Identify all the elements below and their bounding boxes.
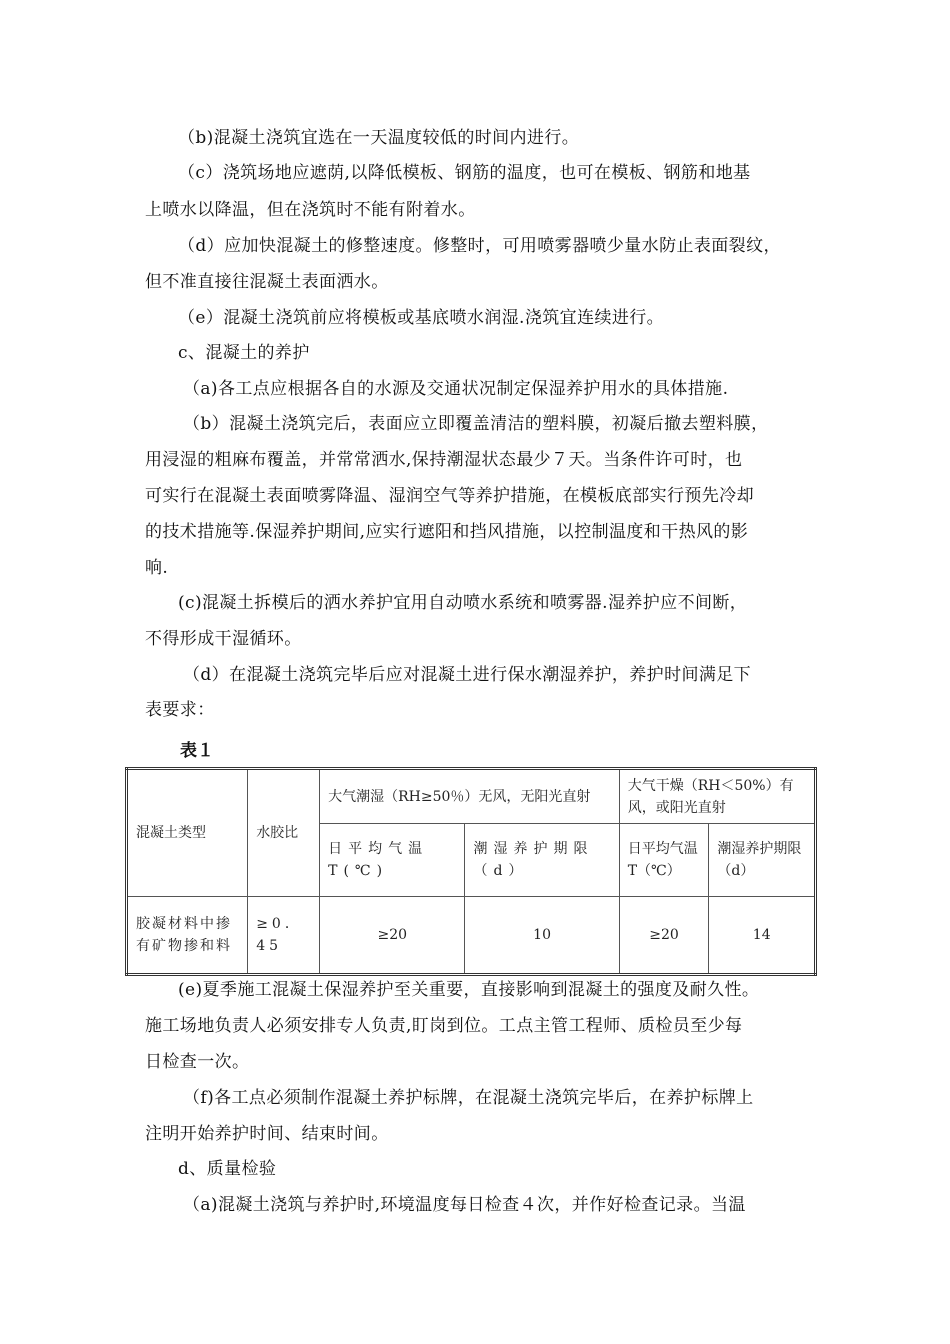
- header-period-dry: 潮湿养护期限（d）: [709, 824, 816, 897]
- text-line: 但不准直接往混凝土表面洒水。: [145, 272, 389, 292]
- cell-period-dry: 14: [709, 897, 816, 975]
- text-line: （f)各工点必须制作混凝土养护标牌，在混凝土浇筑完毕后，在养护标牌上: [183, 1088, 754, 1108]
- text-line: 日检查一次。: [145, 1052, 250, 1072]
- text-line: 响.: [145, 558, 169, 578]
- text-line: (c)混凝土拆模后的洒水养护宜用自动喷水系统和喷雾器.湿养护应不间断，: [178, 593, 748, 613]
- header-humid-condition: 大气潮湿（RH≥50％）无风，无阳光直射: [320, 769, 620, 824]
- header-avg-temp-dry: 日平均气温T（℃）: [619, 824, 709, 897]
- table-caption: 表１: [180, 741, 214, 761]
- text-line: （a)混凝土浇筑与养护时,环境温度每日检查４次，并作好检查记录。当温: [183, 1195, 746, 1215]
- text-line: （d）应加快混凝土的修整速度。修整时，可用喷雾器喷少量水防止表面裂纹，: [178, 236, 781, 256]
- text-line: （a)各工点应根据各自的水源及交通状况制定保湿养护用水的具体措施.: [183, 379, 729, 399]
- text-line: （b）混凝土浇筑完后，表面应立即覆盖清洁的塑料膜，初凝后撤去塑料膜，: [183, 414, 769, 434]
- text-line: 注明开始养护时间、结束时间。: [145, 1124, 389, 1144]
- cell-temp-humid: ≥20: [320, 897, 465, 975]
- text-line: （c）浇筑场地应遮荫,以降低模板、钢筋的温度，也可在模板、钢筋和地基: [178, 163, 751, 183]
- text-line: （d）在混凝土浇筑完毕后应对混凝土进行保水潮湿养护，养护时间满足下: [183, 665, 752, 685]
- curing-period-table: [125, 767, 817, 976]
- text-line: 上喷水以降温，但在浇筑时不能有附着水。: [145, 200, 476, 220]
- cell-water-binder-ratio: ≥0．45: [248, 897, 320, 975]
- text-line: 不得形成干湿循环。: [145, 629, 302, 649]
- text-line: 用浸湿的粗麻布覆盖，并常常洒水,保持潮湿状态最少７天。当条件许可时，也: [145, 450, 743, 470]
- cell-concrete-type: 胶凝材料中掺有矿物掺和料: [127, 897, 248, 975]
- text-line: （e）混凝土浇筑前应将模板或基底喷水润湿.浇筑宜连续进行。: [178, 308, 665, 328]
- header-water-binder-ratio: 水胶比: [248, 769, 320, 897]
- text-line: (e)夏季施工混凝土保湿养护至关重要，直接影响到混凝土的强度及耐久性。: [178, 980, 760, 1000]
- header-concrete-type: 混凝土类型: [127, 769, 248, 897]
- header-period-humid: 潮湿养护期限（d）: [465, 824, 619, 897]
- text-line: 表要求：: [145, 700, 215, 720]
- text-line: 的技术措施等.保湿养护期间,应实行遮阳和挡风措施，以控制温度和干热风的影: [145, 522, 749, 542]
- table-row: [127, 897, 816, 975]
- cell-temp-dry: ≥20: [619, 897, 709, 975]
- text-line: 可实行在混凝土表面喷雾降温、湿润空气等养护措施，在模板底部实行预先冷却: [145, 486, 754, 506]
- text-line: 施工场地负责人必须安排专人负责,盯岗到位。工点主管工程师、质检员至少每: [145, 1016, 743, 1036]
- cell-period-humid: 10: [465, 897, 619, 975]
- header-dry-condition: 大气干燥（RH＜50%）有风，或阳光直射: [619, 769, 815, 824]
- table-header-row: [127, 769, 816, 824]
- text-line: （b)混凝土浇筑宜选在一天温度较低的时间内进行。: [178, 128, 580, 148]
- section-heading: c、混凝土的养护: [178, 343, 310, 363]
- section-heading: d、质量检验: [178, 1159, 277, 1179]
- header-avg-temp-humid: 日平均气温T(℃): [320, 824, 465, 897]
